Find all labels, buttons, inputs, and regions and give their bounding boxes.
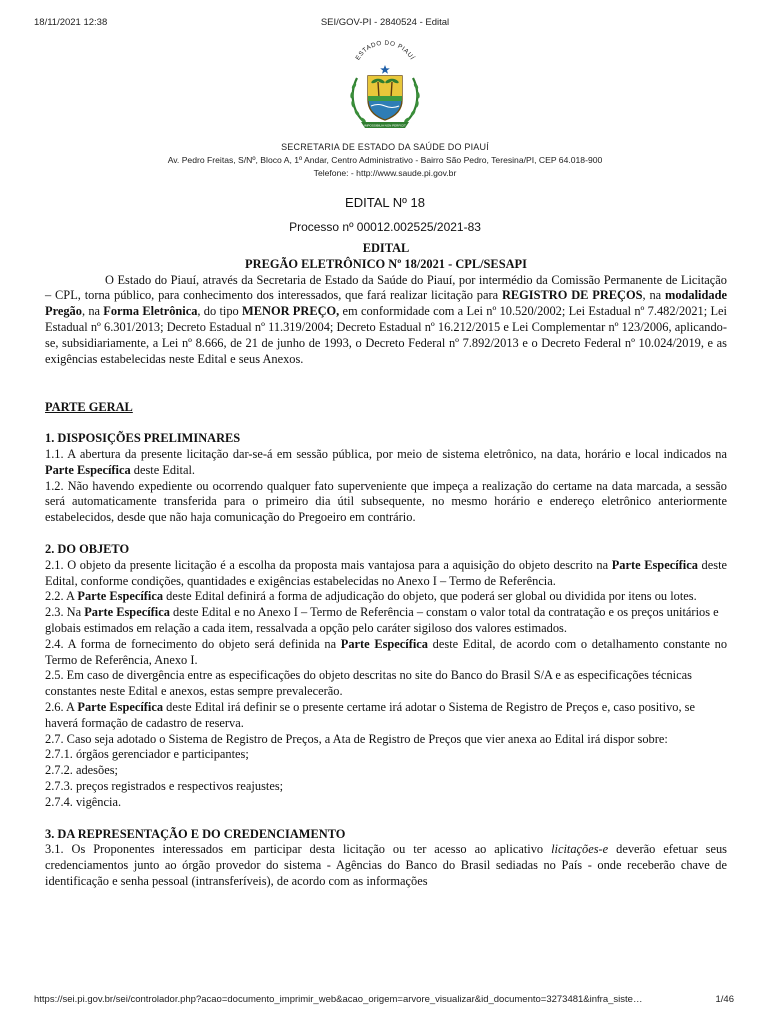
section-1-heading: 1. DISPOSIÇÕES PRELIMINARES [45,431,241,446]
agency-name: SECRETARIA DE ESTADO DA SAÚDE DO PIAUÍ [281,142,489,152]
crest-arc-text: ESTADO DO PIAUÍ [354,39,416,62]
svg-text:ESTADO DO PIAUÍ [354,40,417,62]
print-header [0,17,770,31]
clause-2-6: 2.6. A Parte Específica deste Edital irá definir se o presente certame irá adotar o Sistema de Registro de Preços e, caso positivo, se haverá formação de cadastro de reserva. [45,699,695,730]
clause-1-2: 1.2. Não havendo expediente ou ocorrendo qualquer fato superveniente que impeça a realização do certame na data marcada, a sessão será automaticamente transferida para o primeiro dia útil subsequente, no mesmo horário e endereço eletrônico anteriormente estabelecidos, desde que não haja comunicação do Pregoeiro em contrário. [45,478,727,525]
clause-2-3: 2.3. Na Parte Específica deste Edital e no Anexo I – Termo de Referência – constam o valor total da contratação e os preços unitários e globais estimados em relação a cada item, ressalvada a opção pelo caráter sigiloso dos valores estimados. [45,605,719,635]
clause-2-2: 2.2. A Parte Específica deste Edital definirá a forma de adjudicação do objeto, que poderá ser global ou dividida por itens ou lotes. [45,589,697,604]
intro-paragraph: O Estado do Piauí, através da Secretaria de Estado da Saúde do Piauí, por intermédio da Comissão Permanente de Licitação – CPL, torna público, para conhecimento dos interessados, que fará realizar licitação para REGISTRO DE PREÇOS, na modalidade Pregão, na Forma Eletrônica, do tipo MENOR PREÇO, em conformidade com a Lei nº 10.520/2002; Lei Estadual nº 7.482/2021; Lei Estadual nº 6.301/2013; Decreto Estadual nº 11.319/2004; Decreto Estadual nº 16.212/2015 e Lei Complementar nº 123/2006, aplicando-se, subsidiariamente, a Lei nº 8.666, de 21 de junho de 1993, o Decreto Federal nº 7.892/2013 e o Decreto Federal nº 10.024/2019, e as exigências estabelecidas neste Edital e seus Anexos. [45,272,727,366]
clause-1-1: 1.1. A abertura da presente licitação dar-se-á em sessão pública, por meio de sistema eletrônico, na data, horário e local indicados na Parte Específica deste Edital. [45,446,727,477]
clause-2-5: 2.5. Em caso de divergência entre as especificações do objeto descritas no site do Banco do Brasil S/A e as especificações técnicas constantes neste Edital e anexos, estas sempre prevalecerão. [45,668,692,699]
clause-2-7: 2.7. Caso seja adotado o Sistema de Registro de Preços, a Ata de Registro de Preços que vier anexa ao Edital irá dispor sobre: [45,731,668,746]
document-body [45,241,727,890]
page-number: 1/46 [715,994,734,1005]
edital-subheading: PREGÃO ELETRÔNICO Nº 18/2021 - CPL/SESAPI [245,256,527,271]
edital-heading: EDITAL [362,241,410,255]
agency-contact: Telefone: - http://www.saude.pi.gov.br [313,168,457,178]
print-url: https://sei.pi.gov.br/sei/controlador.php?acao=documento_imprimir_web&acao_origem=arvore_visualizar&id_documento=3273481&infra_siste… [34,994,643,1005]
clause-3-1: 3.1. Os Proponentes interessados em participar desta licitação ou ter acesso ao aplicativo licitações-e deverão efetuar seus credenciamentos junto ao órgão provedor do sistema - Agências do Banco do Brasil sediadas no País - onde receberão chave de identificação e senha pessoal (intransferíveis), de acordo com as informações [45,842,727,888]
edital-number-title: EDITAL Nº 18 [345,195,425,210]
clause-2-7-4: 2.7.4. vigência. [45,794,122,809]
clause-2-4: 2.4. A forma de fornecimento do objeto será definida na Parte Específica deste Edital, de acordo com o detalhamento constante no Termo de Referência, Anexo I. [45,636,728,667]
section-3-heading: 3. DA REPRESENTAÇÃO E DO CREDENCIAMENTO [45,826,346,841]
clause-2-7-2: 2.7.2. adesões; [45,763,118,778]
print-datetime: 18/11/2021 12:38 [34,17,108,28]
clause-2-7-1: 2.7.1. órgãos gerenciador e participantes; [45,747,249,762]
process-number: Processo nº 00012.002525/2021-83 [289,220,481,234]
state-coat-of-arms-icon [335,38,435,138]
crest-ribbon-text: IMPOSSIBILIA NON PERFICIT [364,123,406,128]
clause-2-7-3: 2.7.3. preços registrados e respectivos reajustes; [45,778,284,793]
section-2-heading: 2. DO OBJETO [45,541,130,556]
clause-2-1: 2.1. O objeto da presente licitação é a escolha da proposta mais vantajosa para a aquisição do objeto descrito na Parte Específica deste Edital, conforme condições, quantidades e exigências estabelecidas no Anexo I – Termo de Referência. [45,557,728,588]
parte-geral-heading: PARTE GERAL [45,400,133,415]
agency-address: Av. Pedro Freitas, S/Nº, Bloco A, 1º Andar, Centro Administrativo - Bairro São Pedro, Teresina/PI, CEP 64.018-900 [167,155,603,165]
print-doc-title: SEI/GOV-PI - 2840524 - Edital [320,17,450,28]
print-footer [0,994,770,1008]
